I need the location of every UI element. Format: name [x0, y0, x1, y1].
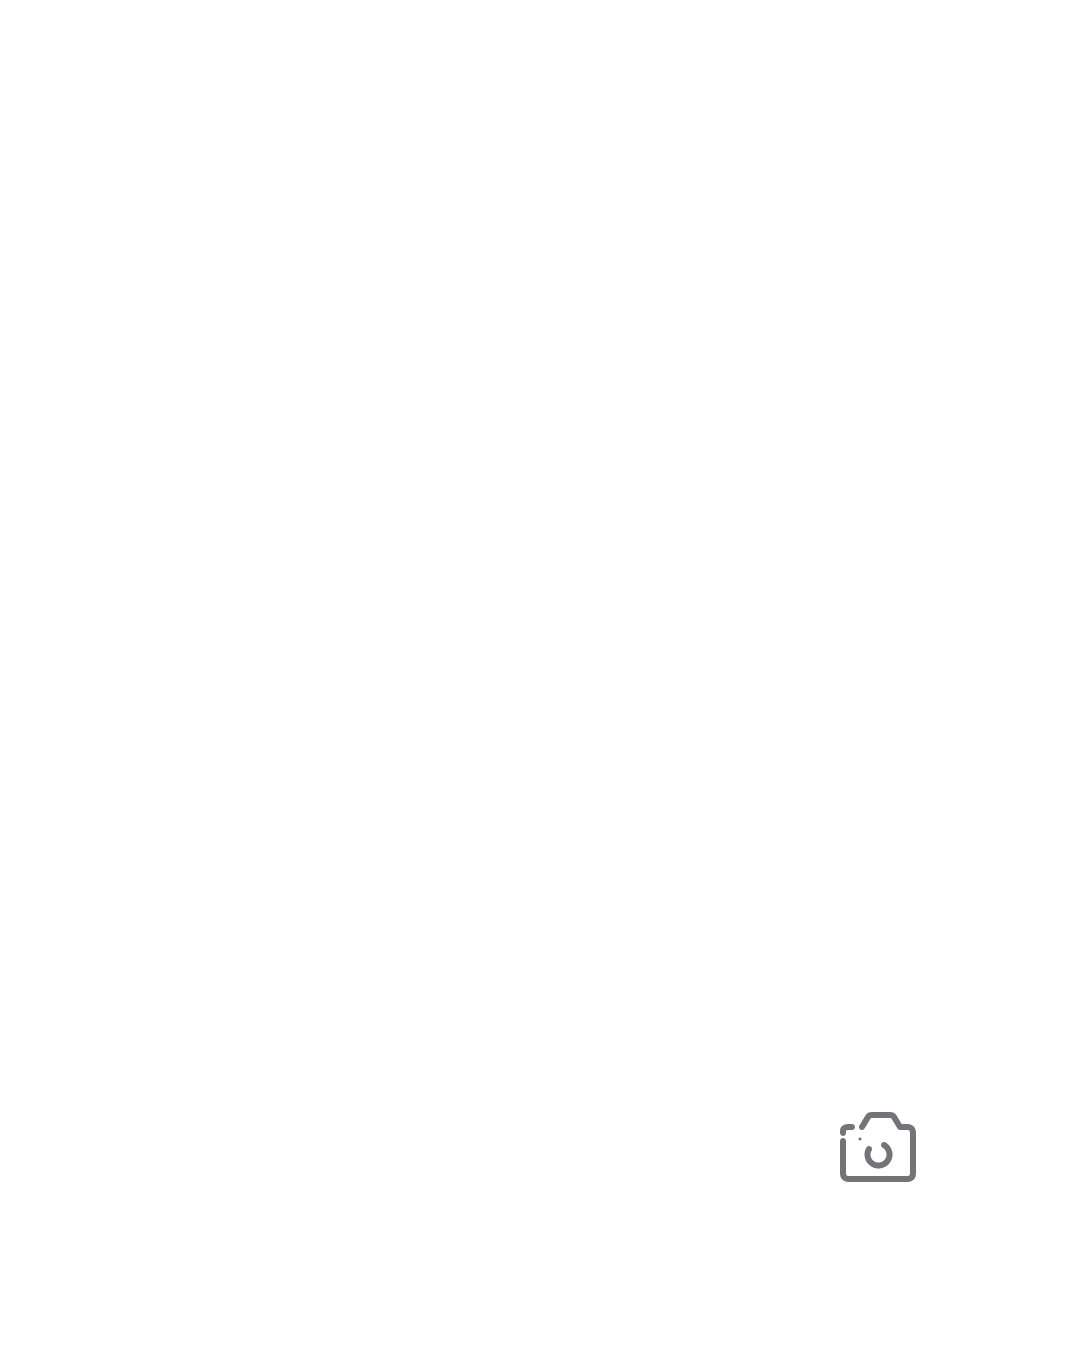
camera-icon	[840, 1111, 916, 1183]
camera-button[interactable]	[832, 1102, 924, 1192]
